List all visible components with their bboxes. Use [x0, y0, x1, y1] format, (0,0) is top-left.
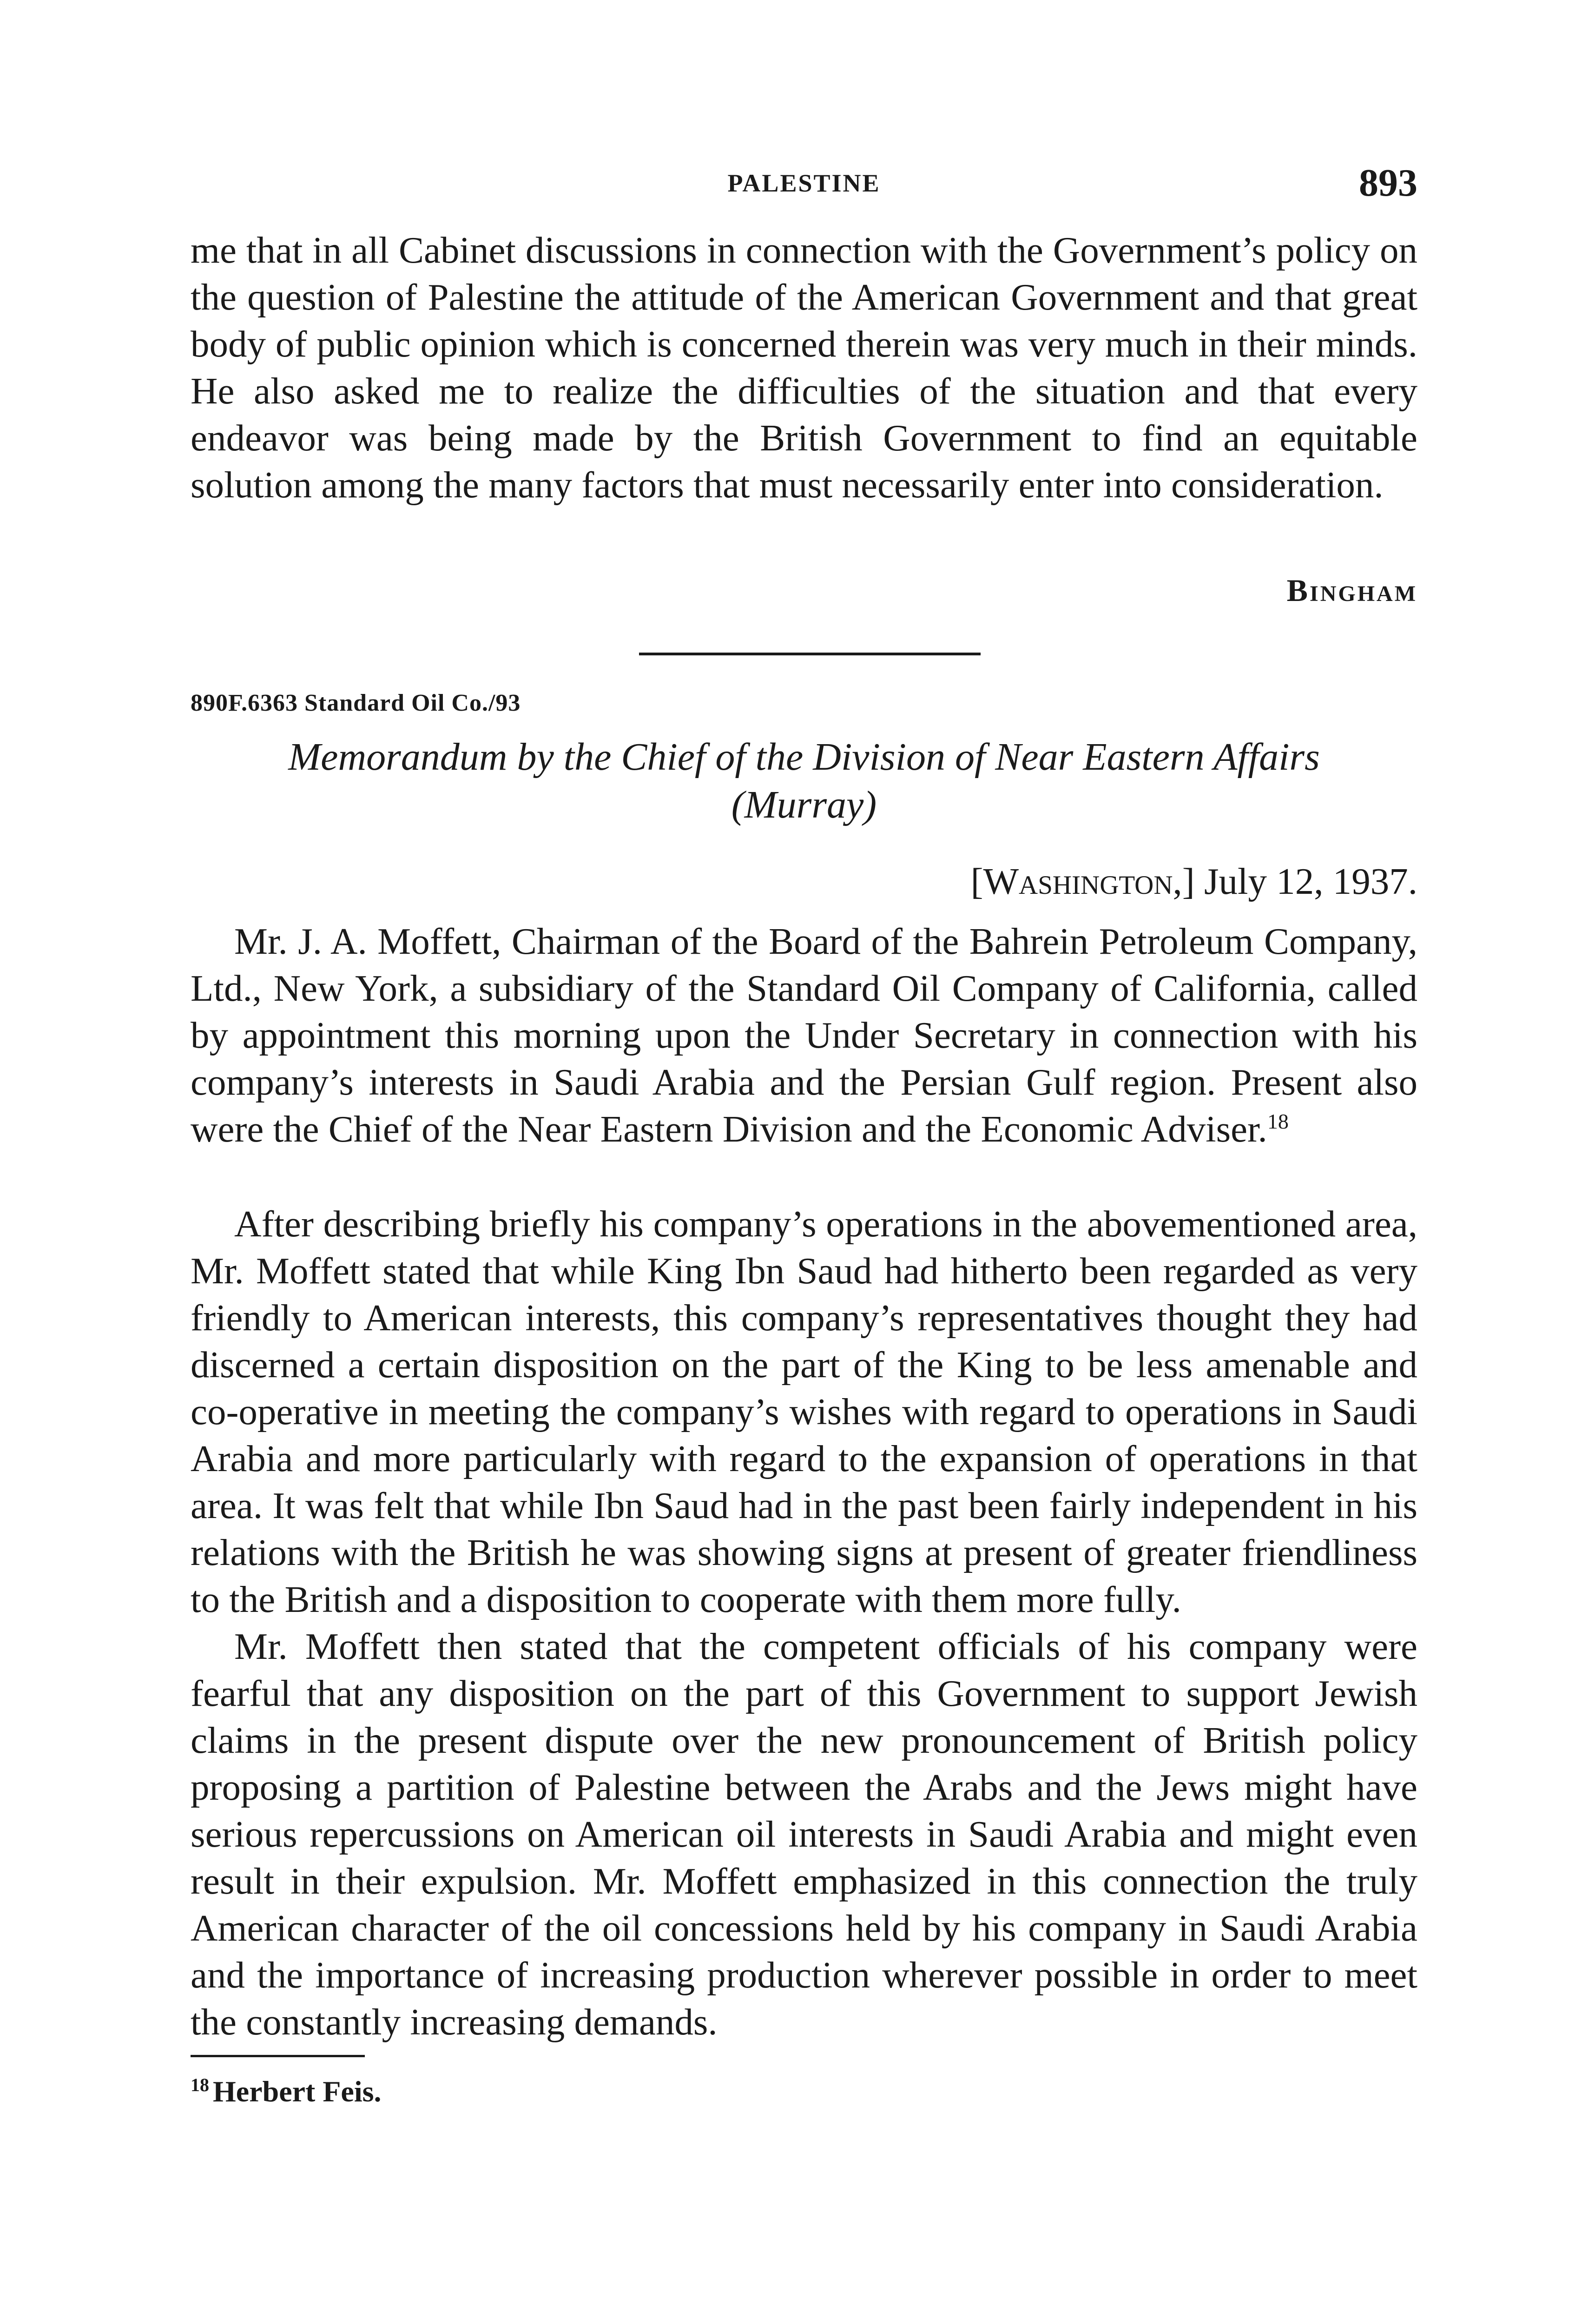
footnote-rule	[191, 2055, 365, 2057]
footnote-reference: 18	[1267, 1109, 1289, 1133]
page-header	[191, 160, 1417, 211]
file-reference: 890F.6363 Standard Oil Co./93	[191, 690, 521, 716]
document-title	[191, 733, 1417, 829]
signature: Bingham	[1286, 573, 1417, 608]
body-paragraph-1-text: Mr. J. A. Moffett, Chairman of the Board of the Bahrein Petroleum Company, Ltd., New York, a subsidiary of the Standard Oil Company of California, called by appointment this morning upon the Under Secretary in connection with his company’s interests in Saudi Arabia and the Persian Gulf region. Present also were the Chief of the Near Eastern Division and the Economic Adviser.	[191, 920, 1417, 1150]
dateline-place: [Washington,]	[970, 860, 1195, 902]
footnote-text: Herbert Feis.	[213, 2075, 382, 2108]
document-title-line-1: Memorandum by the Chief of the Division of Near Eastern Affairs	[288, 735, 1320, 779]
body-paragraph-1	[191, 918, 1417, 1153]
dateline	[971, 860, 1417, 903]
continuation-paragraph: me that in all Cabinet discussions in connection with the Government’s policy on the question of Palestine the attitude of the American Government and that great body of public opinion which is concerned therein was very much in their minds. He also asked me to realize the difficulties of the situation and that every endeavor was being made by the British Government to find an equitable solution among the many factors that must necessarily enter into consideration.	[191, 229, 1417, 506]
document-title-line-2: (Murray)	[731, 783, 877, 826]
section-divider	[639, 653, 981, 655]
dateline-date: July 12, 1937.	[1204, 860, 1417, 902]
footnote	[191, 2074, 382, 2109]
page-number: 893	[1359, 161, 1417, 205]
body-paragraph-3: Mr. Moffett then stated that the competent officials of his company were fearful that any disposition on the part of this Government to support Jewish claims in the present dispute over the new pronouncement of British policy proposing a partition of Palestine between the Arabs and the Jews might have serious repercussions on American oil interests in Saudi Arabia and might even result in their expulsion. Mr. Moffett emphasized in this connection the truly American character of the oil concessions held by his company in Saudi Arabia and the importance of increasing production wherever possible in order to meet the constantly increasing demands.	[191, 1625, 1417, 2043]
body-paragraph-2: After describing briefly his company’s operations in the abovementioned area, Mr. Moffett stated that while King Ibn Saud had hitherto been regarded as very friendly to American interests, this company’s representatives thought they had discerned a certain disposition on the part of the King to be less amenable and co-operative in meeting the company’s wishes with regard to operations in Saudi Arabia and more particularly with regard to the expansion of operations in that area. It was felt that while Ibn Saud had in the past been fairly independent in his relations with the British he was showing signs at present of greater friendliness to the British and a disposition to cooperate with them more fully.	[191, 1203, 1417, 1620]
footnote-mark: 18	[191, 2074, 209, 2095]
running-head: PALESTINE	[727, 169, 881, 197]
